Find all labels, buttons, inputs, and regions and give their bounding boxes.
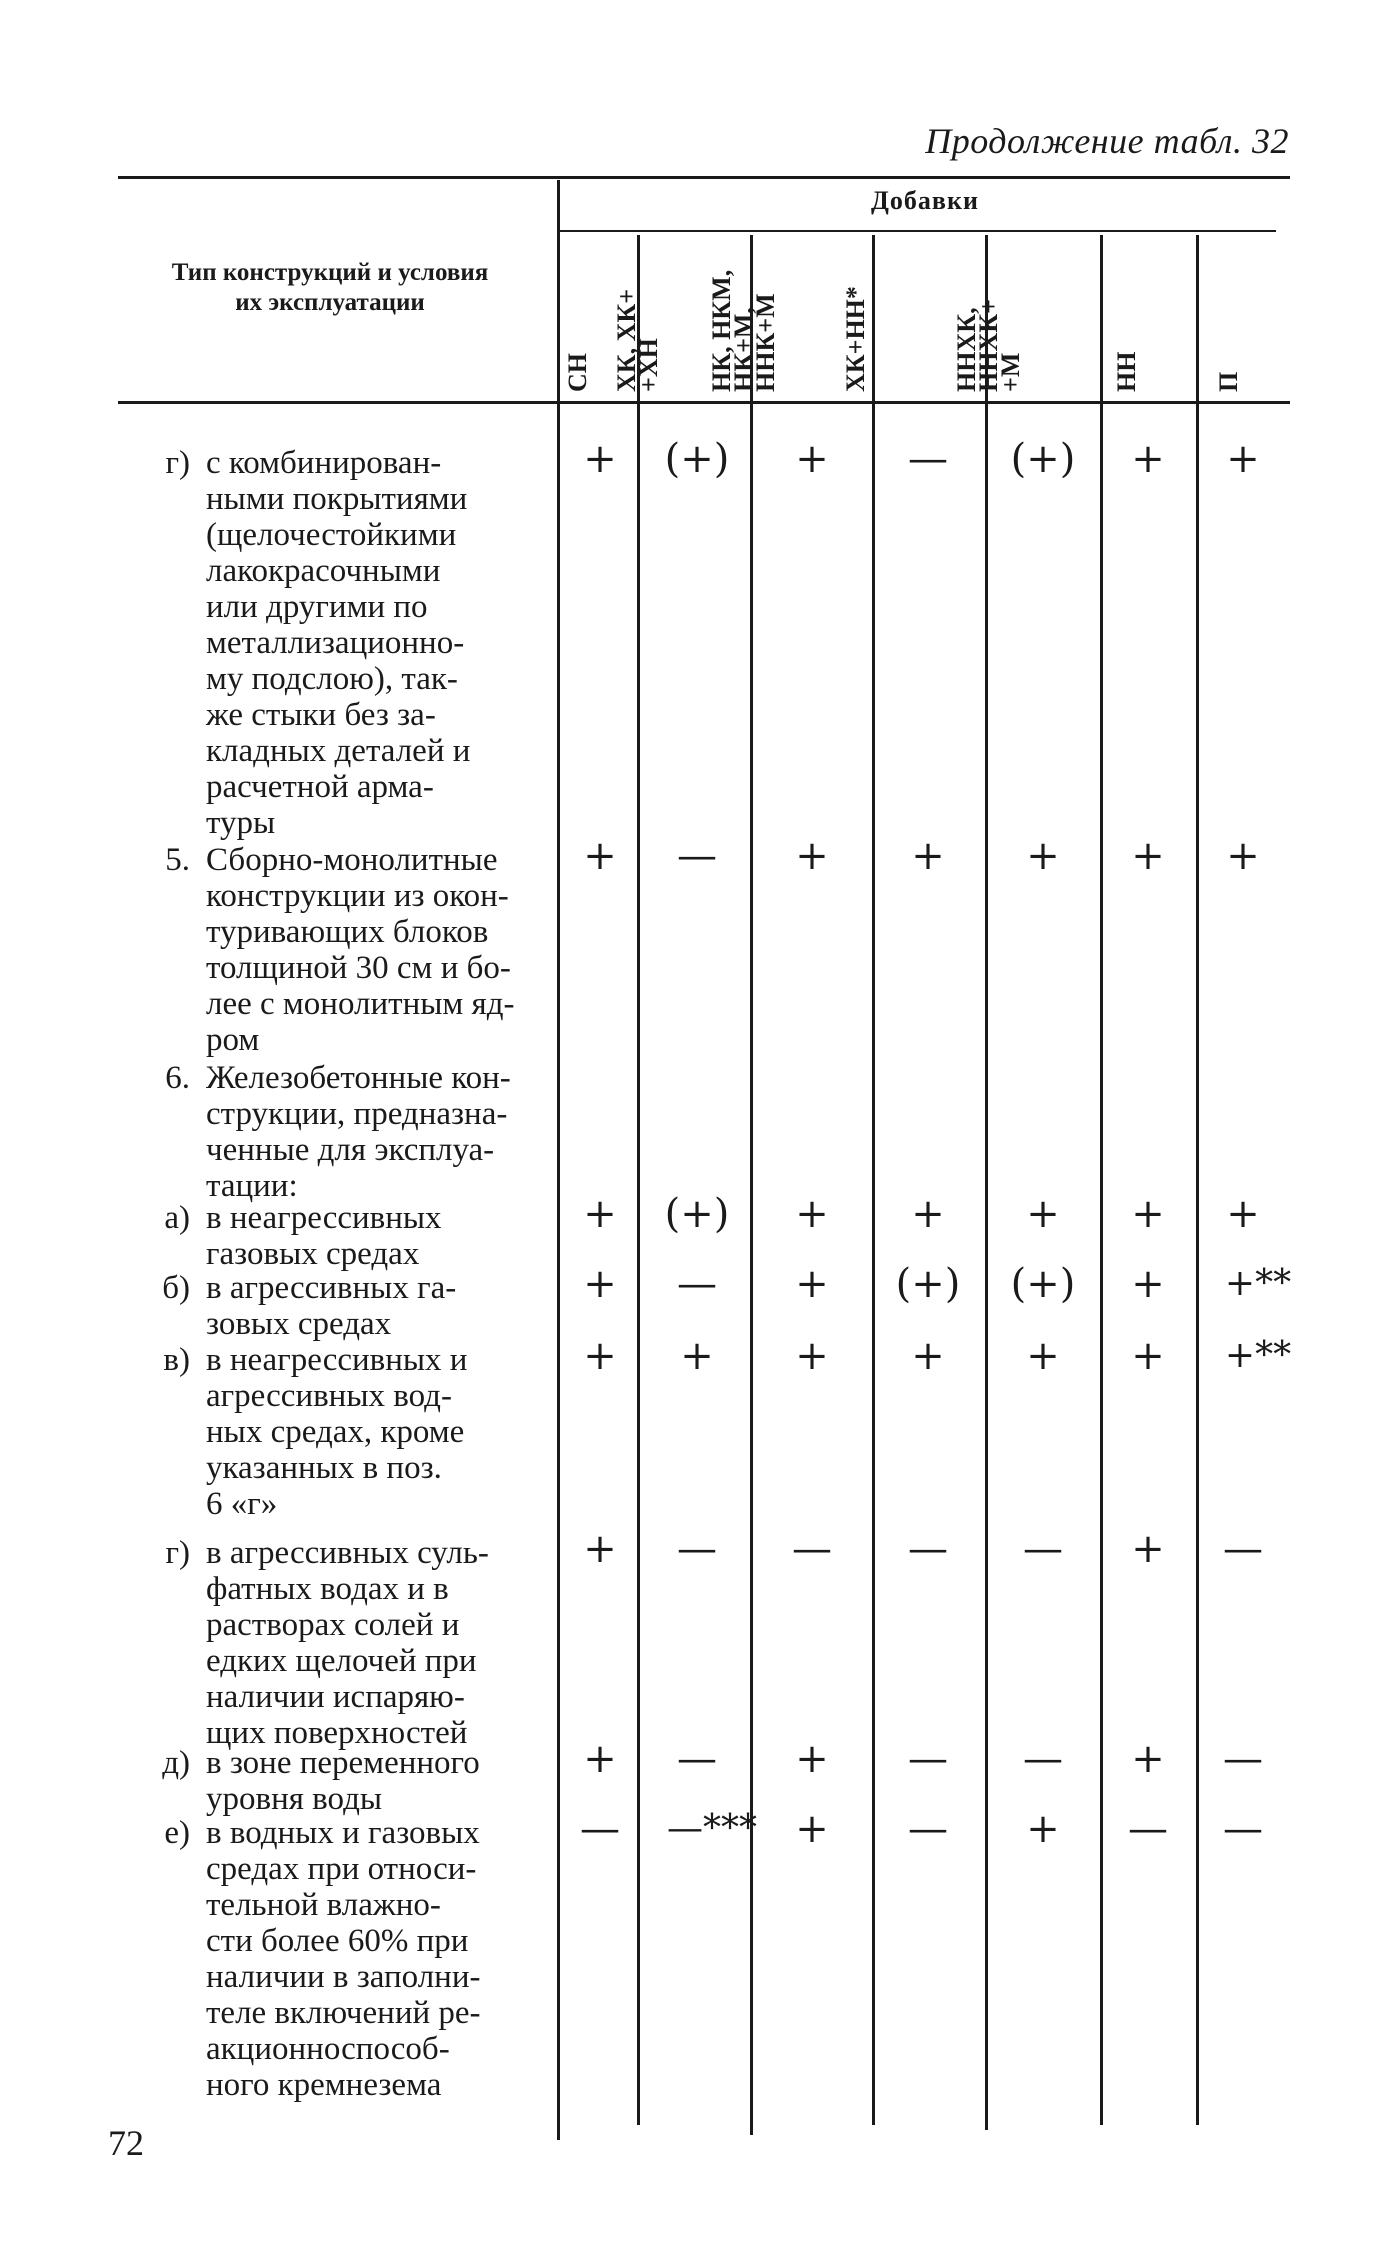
- table-cell-mark: (+): [1010, 1261, 1076, 1307]
- table-cell-mark: +: [583, 1333, 617, 1379]
- column-divider: [750, 235, 753, 2135]
- table-cell-mark: +**: [1224, 1335, 1292, 1376]
- row-description: в агрессивных суль- фатных водах и в растворах солей и едких щелочей при наличии испаряю- щих поверхностей: [206, 1535, 489, 1751]
- table-cell-mark: +: [1131, 1261, 1165, 1307]
- column-header-label: НК, НКМ, НК+М, ННК+М: [706, 269, 780, 392]
- table-cell-mark: +: [583, 1736, 617, 1782]
- top-rule: [118, 176, 1290, 179]
- header-bottom-rule: [118, 401, 1290, 404]
- table-cell-mark: +: [795, 1806, 829, 1852]
- table-caption: Продолжение табл. 32: [925, 121, 1289, 161]
- table-cell-mark: +**: [1224, 1263, 1292, 1304]
- column-header-label: ХК, ХК+ +ХН: [612, 288, 664, 392]
- table-cell-mark: —: [792, 1526, 832, 1572]
- table-cell-mark: (+): [664, 1191, 730, 1237]
- table-cell-mark: +: [1131, 436, 1165, 482]
- row-description: в водных и газовых средах при относи- тельной влажно- сти более 60% при наличии в заполни- теле включений ре- акционноспособ- ного кремнезема: [206, 1815, 481, 2103]
- row-description: с комбинирован- ными покрытиями (щелочестойкими лакокрасочными или другими по металлизационно- му подслою), так- же стыки без за- кладных деталей и расчетной арма- туры: [206, 445, 471, 841]
- table-cell-mark: +: [583, 436, 617, 482]
- table-cell-mark: —: [677, 833, 717, 879]
- row-description: Сборно-монолитные конструкции из окон- туривающих блоков толщиной 30 см и бо- лее с монолитным яд- ром: [206, 842, 515, 1058]
- table-cell-mark: +: [1131, 1191, 1165, 1237]
- row-label: 6.: [165, 1060, 190, 1096]
- table-cell-mark: +: [583, 1526, 617, 1572]
- table-cell-mark: —: [1223, 1526, 1263, 1572]
- table-cell-mark: (+): [664, 436, 730, 482]
- row-label: в): [163, 1342, 190, 1378]
- table-cell-mark: +: [1131, 1333, 1165, 1379]
- group-header: Добавки: [871, 186, 979, 215]
- table-cell-mark: —: [908, 1806, 948, 1852]
- group-header-rule: [560, 230, 1276, 232]
- table-row: [118, 445, 543, 841]
- table-cell-mark: +: [1026, 1191, 1060, 1237]
- table-cell-mark: +: [583, 1191, 617, 1237]
- table-row: [118, 1200, 543, 1272]
- column-header-label: СН: [562, 353, 592, 392]
- table-cell-mark: —: [677, 1526, 717, 1572]
- table-cell-mark: —: [908, 1526, 948, 1572]
- table-cell-mark: —: [580, 1806, 620, 1852]
- table-cell-mark: +: [795, 1261, 829, 1307]
- table-cell-mark: +: [680, 1333, 714, 1379]
- table-cell-mark: +: [795, 1736, 829, 1782]
- row-label: б): [162, 1270, 190, 1306]
- row-label: е): [164, 1815, 190, 1851]
- table-cell-mark: +: [911, 1191, 945, 1237]
- row-description: в агрессивных га- зовых средах: [206, 1270, 457, 1342]
- page-number: 72: [108, 2123, 144, 2163]
- table-cell-mark: +: [583, 833, 617, 879]
- row-header: Тип конструкций и условия их эксплуатации: [171, 259, 489, 316]
- table-cell-mark: +: [911, 1333, 945, 1379]
- table-cell-mark: +: [795, 1333, 829, 1379]
- table-cell-mark: —: [908, 436, 948, 482]
- table-cell-mark: +: [911, 833, 945, 879]
- table-row: [118, 842, 543, 1058]
- table-cell-mark: —: [1023, 1736, 1063, 1782]
- table-cell-mark: +: [1226, 833, 1260, 879]
- table-cell-mark: +: [1131, 1736, 1165, 1782]
- table-row: [118, 1060, 543, 1204]
- row-description: в неагрессивных и агрессивных вод- ных средах, кроме указанных в поз. 6 «г»: [206, 1342, 468, 1522]
- row-description: в зоне переменного уровня воды: [206, 1745, 480, 1817]
- row-label: д): [162, 1745, 190, 1781]
- table-cell-mark: (+): [1010, 436, 1076, 482]
- column-header-label: П: [1213, 371, 1243, 392]
- table-cell-mark: +: [1026, 1806, 1060, 1852]
- column-header-label: НН: [1111, 351, 1141, 392]
- table-cell-mark: +: [1026, 833, 1060, 879]
- table-row: [118, 1535, 543, 1751]
- row-label: г): [165, 1535, 190, 1571]
- table-cell-mark: +: [1131, 1526, 1165, 1572]
- row-description: в неагрессивных газовых средах: [206, 1200, 442, 1272]
- table-row: [118, 1270, 543, 1342]
- row-label: 5.: [165, 842, 190, 878]
- table-row: [118, 1342, 543, 1522]
- table-row: [118, 1745, 543, 1817]
- table-cell-mark: —: [1128, 1806, 1168, 1852]
- table-cell-mark: +: [795, 833, 829, 879]
- table-cell-mark: +: [1226, 436, 1260, 482]
- table-cell-mark: —***: [667, 1808, 757, 1849]
- table-cell-mark: —: [908, 1736, 948, 1782]
- table-cell-mark: —: [677, 1261, 717, 1307]
- table-cell-mark: —: [1023, 1526, 1063, 1572]
- row-label: а): [164, 1200, 190, 1236]
- row-label: г): [165, 445, 190, 481]
- table-cell-mark: +: [583, 1261, 617, 1307]
- table-cell-mark: —: [1223, 1806, 1263, 1852]
- table-cell-mark: +: [1226, 1191, 1260, 1237]
- table-cell-mark: +: [795, 1191, 829, 1237]
- column-header-label: ННХК, ННХК+ +М: [951, 299, 1025, 392]
- table-cell-mark: (+): [895, 1261, 961, 1307]
- table-cell-mark: —: [1223, 1736, 1263, 1782]
- column-header-label: ХК+НН*: [841, 286, 871, 392]
- table-cell-mark: +: [1026, 1333, 1060, 1379]
- table-cell-mark: —: [677, 1736, 717, 1782]
- table-cell-mark: +: [795, 436, 829, 482]
- table-cell-mark: +: [1131, 833, 1165, 879]
- table-row: [118, 1815, 543, 2103]
- row-description: Железобетонные кон- струкции, предназна- ченные для эксплуа- тации:: [206, 1060, 511, 1204]
